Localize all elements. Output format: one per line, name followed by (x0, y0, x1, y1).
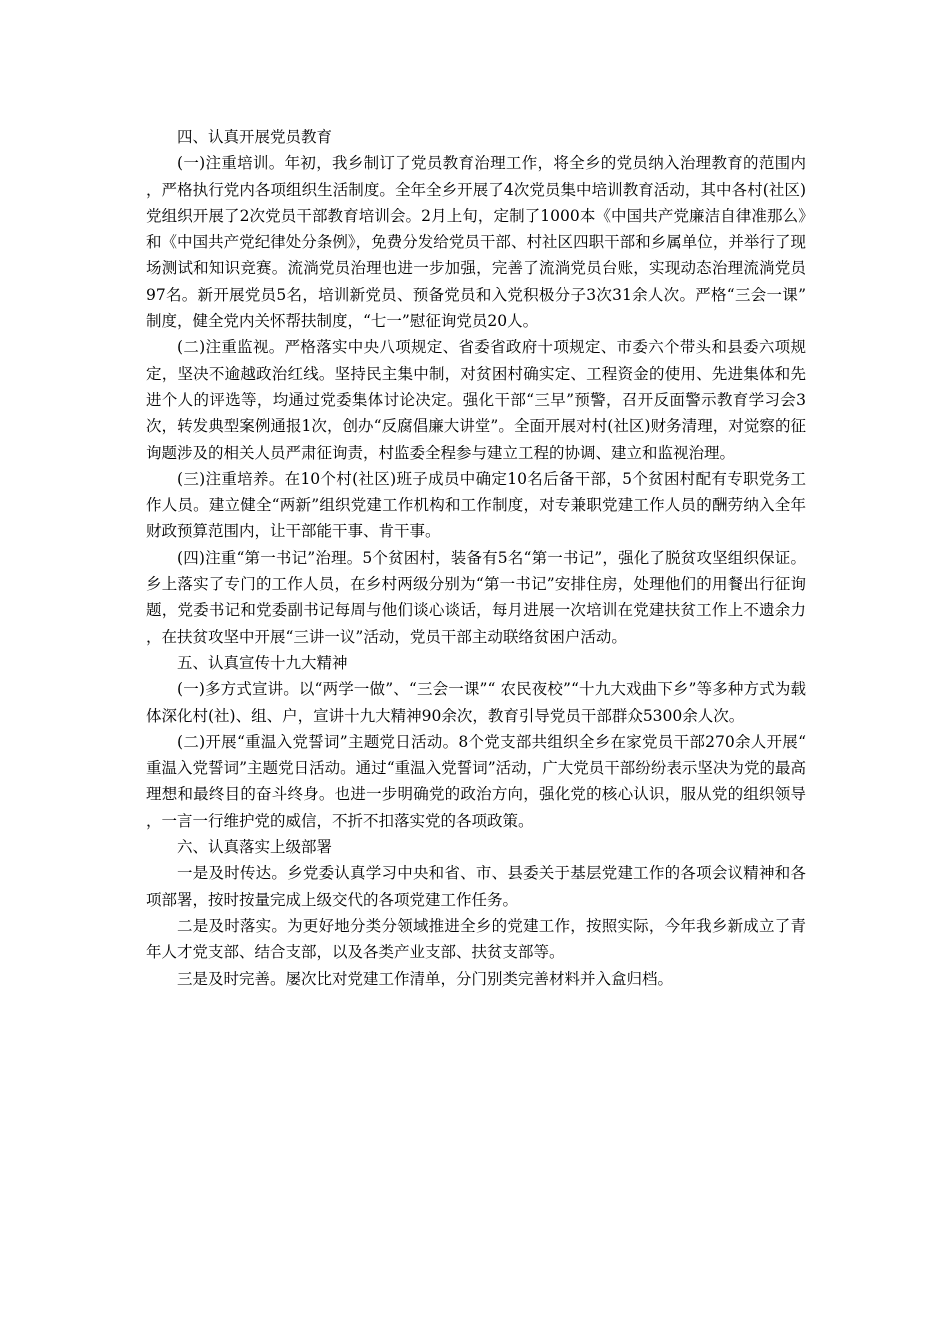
section-heading-implement-deployments: 六、认真落实上级部署 (177, 838, 333, 857)
paragraph-cultivation: (三)注重培养。在10个村(社区)班子成员中确定10名后备干部，5个贫困村配有专职党务工作人员。建立健全“两新”组织党建工作机构和工作制度，对专兼职党建工作人员的酬劳纳入全年财政预算范围内，让干部能干事、肯干事。 (146, 469, 806, 541)
section-heading-party-member-education: 四、认真开展党员教育 (177, 128, 333, 146)
paragraph-multi-method-lectures: (一)多方式宣讲。以“两学一做”、“三会一课”“ 农民夜校”“十九大戏曲下乡”等多种方式为载体深化村(社)、组、户，宣讲十九大精神90余次，教育引导党员干部群众5300余人次。 (146, 680, 806, 725)
paragraph-supervision: (二)注重监视。严格落实中央八项规定、省委省政府十项规定、市委六个带头和县委六项规定，坚决不逾越政治红线。坚持民主集中制，对贫困村确实定、工程资金的使用、先进集体和先进个人的评选等，均通过党委集体讨论决定。强化干部“三早”预警，召开反面警示教育学习会3次，转发典型案例通报1次，创办“反腐倡廉大讲堂”。全面开展对村(社区)财务清理，对觉察的征询题涉及的相关人员严肃征询责，村监委全程参与建立工程的协调、建立和监视治理。 (146, 338, 806, 462)
document-page (146, 124, 806, 992)
paragraph-oath-review-activity: (二)开展“重温入党誓词”主题党日活动。8个党支部共组织全乡在家党员干部270余人开展“重温入党誓词”主题党日活动。通过“重温入党誓词”活动，广大党员干部纷纷表示坚决为党的最高理想和最终目的奋斗终身。也进一步明确党的政治方向，强化党的核心认识，服从党的组织领导，一言一行维护党的威信，不折不扣落实党的各项政策。 (146, 732, 806, 830)
paragraph-timely-communication: 一是及时传达。乡党委认真学习中央和省、市、县委关于基层党建工作的各项会议精神和各项部署，按时按量完成上级交代的各项党建工作任务。 (146, 864, 806, 909)
paragraph-training: (一)注重培训。年初，我乡制订了党员教育治理工作，将全乡的党员纳入治理教育的范围内，严格执行党内各项组织生活制度。全年全乡开展了4次党员集中培训教育活动，其中各村(社区)党组织开展了2次党员干部教育培训会。2月上旬，定制了1000本《中国共产党廉洁自律准那么》和《中国共产党纪律处分条例》，免费分发给党员干部、村社区四职干部和乡属单位，并举行了现场测试和知识竞赛。流淌党员治理也进一步加强，完善了流淌党员台账，实现动态治理流淌党员97名。新开展党员5名，培训新党员、预备党员和入党积极分子3次31余人次。严格“三会一课”制度，健全党内关怀帮扶制度，“七一”慰征询党员20人。 (146, 154, 806, 331)
paragraph-timely-improvement: 三是及时完善。屡次比对党建工作清单，分门别类完善材料并入盒归档。 (177, 969, 674, 988)
section-heading-publicize-19th-congress: 五、认真宣传十九大精神 (177, 653, 348, 672)
paragraph-first-secretary: (四)注重“第一书记”治理。5个贫困村，装备有5名“第一书记”，强化了脱贫攻坚组织保证。乡上落实了专门的工作人员，在乡村两级分别为“第一书记”安排住房，处理他们的用餐出行征询题，党委书记和党委副书记每周与他们谈心谈话，每月进展一次培训在党建扶贫工作上不遗余力，在扶贫攻坚中开展“三讲一议”活动，党员干部主动联络贫困户活动。 (146, 548, 806, 646)
paragraph-timely-implementation: 二是及时落实。为更好地分类分领域推进全乡的党建工作，按照实际，今年我乡新成立了青年人才党支部、结合支部，以及各类产业支部、扶贫支部等。 (146, 916, 806, 962)
